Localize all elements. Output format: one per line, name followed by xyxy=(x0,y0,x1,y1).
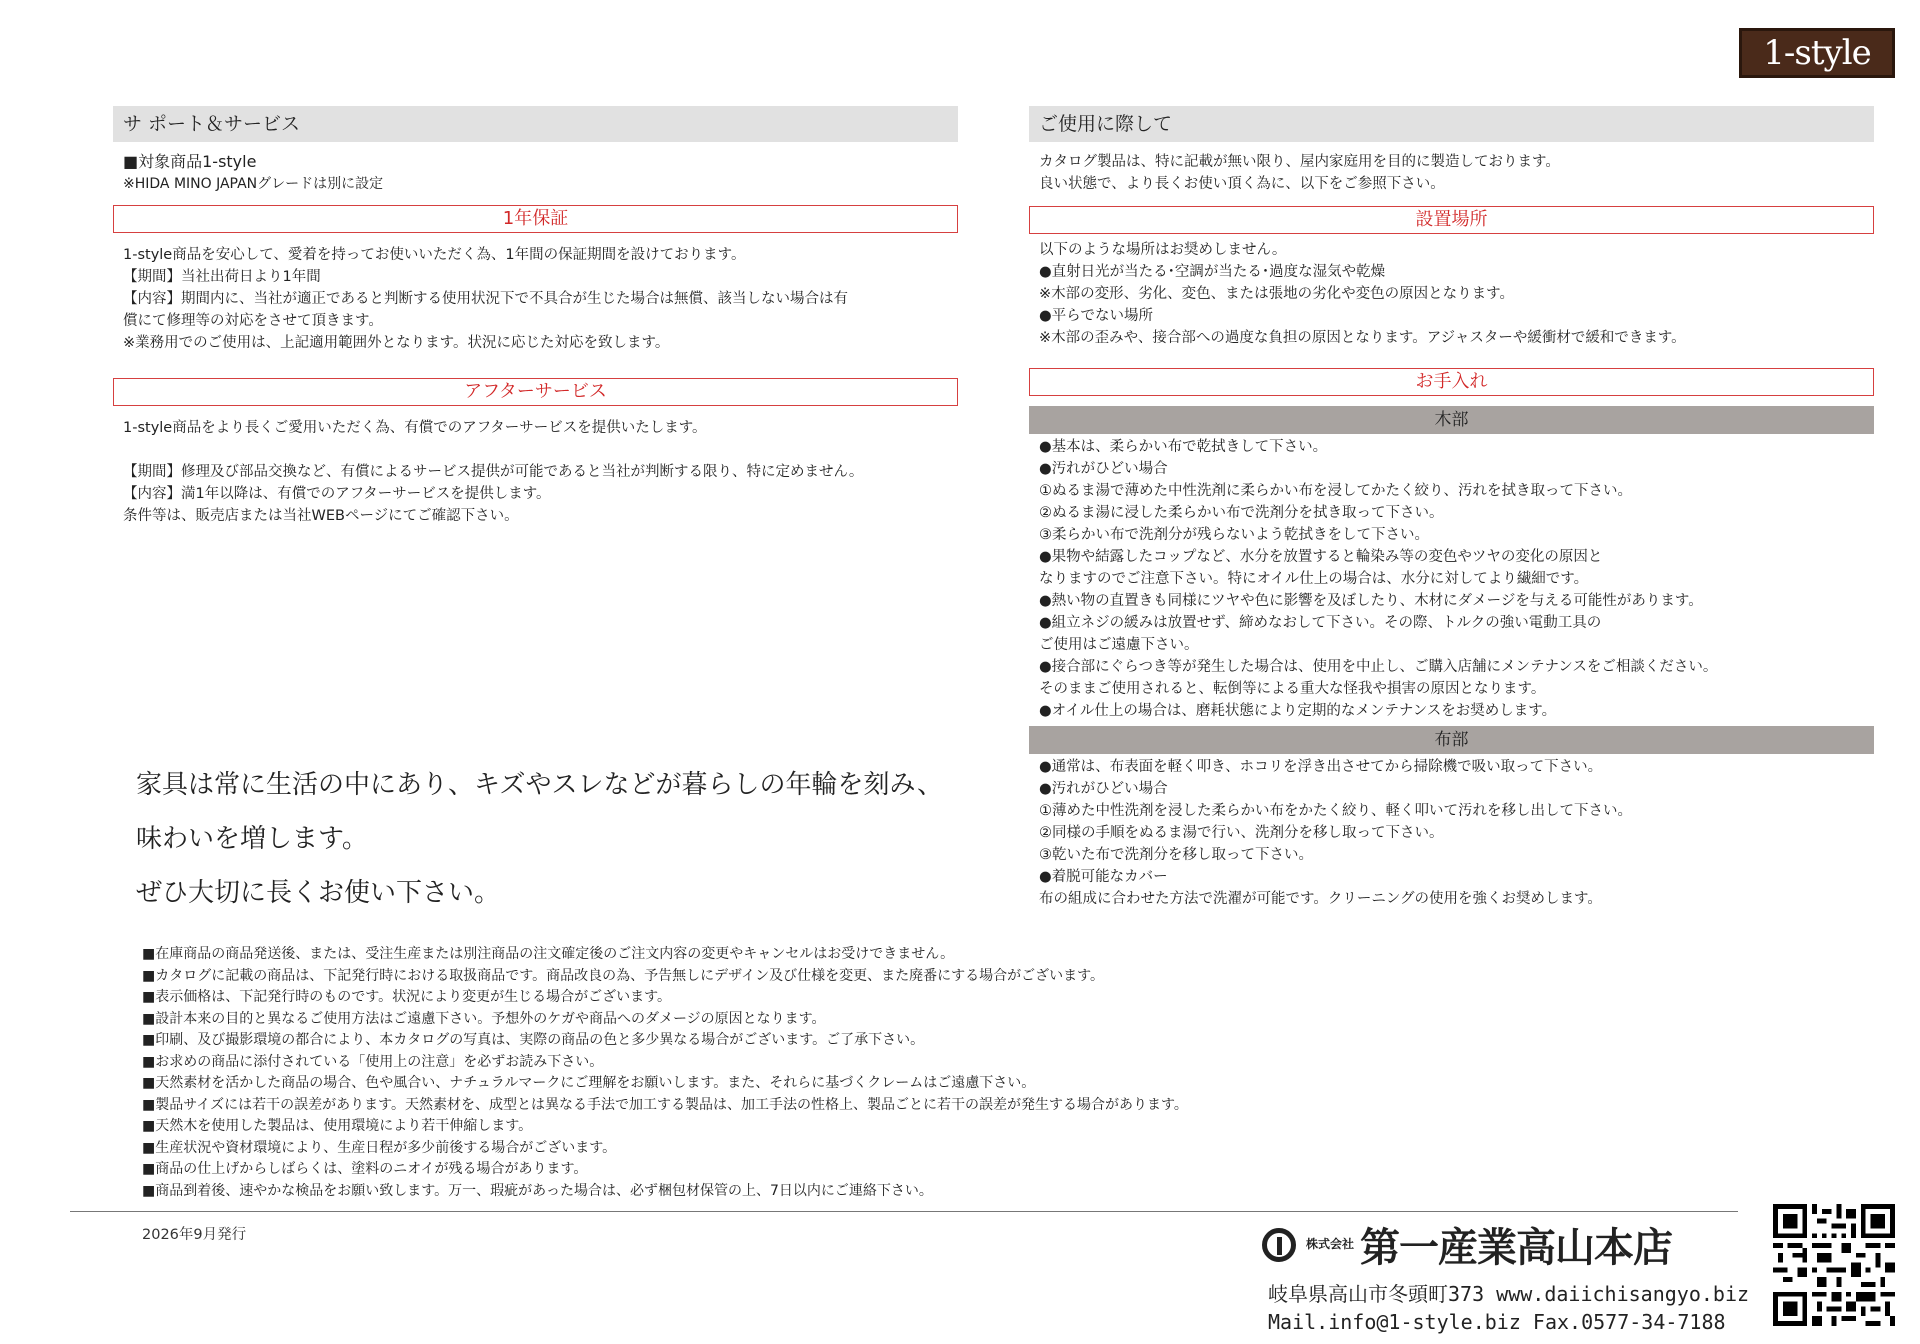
left-column xyxy=(113,106,958,527)
company-address: 岐阜県高山市冬頭町373 www.daiichisangyo.biz xyxy=(1268,1282,1750,1306)
notes-list xyxy=(142,944,1188,1202)
note-item: ■印刷、及び撮影環境の都合により、本カタログの写真は、実際の商品の色と多少異なる場合がございます。ご了承下さい。 xyxy=(142,1032,925,1048)
warranty-line: ※業務用でのご使用は、上記適用範囲外となります。状況に応じた対応を致します。 xyxy=(123,335,670,351)
slogan-line: 家具は常に生活の中にあり、キズやスレなどが暮らしの年輪を刻み、 xyxy=(136,770,944,800)
note-item: ■商品の仕上げからしばらくは、塗料のニオイが残る場合があります。 xyxy=(142,1161,588,1177)
after-line: 条件等は、販売店または当社WEBページにてご確認下さい。 xyxy=(123,508,519,524)
location-line: ※木部の歪みや、接合部への過度な負担の原因となります。アジャスターや緩衝材で緩和できます。 xyxy=(1039,330,1686,346)
wood-line: そのままご使用されると、転倒等による重大な怪我や損害の原因となります。 xyxy=(1039,681,1546,697)
issue-date: 2026年9月発行 xyxy=(142,1227,247,1243)
warranty-line: 1-style商品を安心して、愛着を持ってお使いいただく為、1年間の保証期間を設けております。 xyxy=(123,247,746,263)
care-title: お手入れ xyxy=(1029,368,1874,396)
warranty-line: 償にて修理等の対応をさせて頂きます。 xyxy=(123,313,383,329)
location-line: ※木部の変形、劣化、変色、または張地の劣化や変色の原因となります。 xyxy=(1039,286,1514,302)
fabric-line: ②同様の手順をぬるま湯で行い、洗剤分を移し取って下さい。 xyxy=(1039,825,1444,841)
warranty-line: 【内容】期間内に、当社が適正であると判断する使用状況下で不具合が生じた場合は無償、該当しない場合は有 xyxy=(123,291,848,307)
slogan-line: 味わいを増します。 xyxy=(136,824,368,854)
usage-title: ご使用に際して xyxy=(1029,106,1874,142)
warranty-title: 1年保証 xyxy=(113,205,958,233)
slogan xyxy=(136,758,943,920)
note-item: ■天然素材を活かした商品の場合、色や風合い、ナチュラルマークにご理解をお願いします。また、それらに基づくクレームはご遠慮下さい。 xyxy=(142,1075,1036,1091)
warranty-body xyxy=(113,244,958,354)
care-fabric-body xyxy=(1029,756,1874,910)
after-line: 1-style商品をより長くご愛用いただく為、有償でのアフターサービスを提供いたします。 xyxy=(123,420,707,436)
wood-line: ②ぬるま湯に浸した柔らかい布で洗剤分を拭き取って下さい。 xyxy=(1039,505,1444,521)
brand-logo-text: 1-style xyxy=(1763,33,1871,73)
after-line: 【内容】満1年以降は、有償でのアフターサービスを提供します。 xyxy=(123,486,551,502)
note-item: ■在庫商品の商品発送後、または、受注生産または別注商品の注文確定後のご注文内容の変更やキャンセルはお受けできません。 xyxy=(142,946,955,962)
note-item: ■製品サイズには若干の誤差があります。天然素材を、成型とは異なる手法で加工する製品は、加工手法の性格上、製品ごとに若干の誤差が発生する場合があります。 xyxy=(142,1096,1188,1113)
footer-divider xyxy=(70,1211,1738,1212)
fabric-line: ●汚れがひどい場合 xyxy=(1039,781,1168,797)
wood-line: ●組立ネジの緩みは放置せず、締めなおして下さい。その際、トルクの強い電動工具の xyxy=(1039,615,1602,631)
wood-line: ご使用はご遠慮下さい。 xyxy=(1039,637,1199,653)
support-title: サ ポート＆サービス xyxy=(113,106,958,142)
location-line: 以下のような場所はお奨めしません。 xyxy=(1039,242,1287,258)
note-item: ■生産状況や資材環境により、生産日程が多少前後する場合がございます。 xyxy=(142,1139,617,1156)
wood-line: ●接合部にぐらつき等が発生した場合は、使用を中止し、ご購入店舗にメンテナンスをご相談ください。 xyxy=(1039,659,1718,675)
location-title: 設置場所 xyxy=(1029,206,1874,234)
after-line xyxy=(123,439,958,461)
wood-line: ●基本は、柔らかい布で乾拭きして下さい。 xyxy=(1039,439,1328,455)
note-item: ■カタログに記載の商品は、下記発行時における取扱商品です。商品改良の為、予告無しにデザイン及び仕様を変更、また廃番にする場合がございます。 xyxy=(142,967,1105,984)
location-line: ●平らでない場所 xyxy=(1039,308,1154,324)
brand-logo xyxy=(1739,28,1895,78)
note-item: ■設計本来の目的と異なるご使用方法はご遠慮下さい。予想外のケガや商品へのダメージの原因となります。 xyxy=(142,1010,826,1027)
company-mail-fax: Mail.info@1-style.biz Fax.0577-34-7188 xyxy=(1268,1310,1726,1334)
company-mark-icon xyxy=(1262,1228,1296,1262)
after-service-body xyxy=(113,417,958,527)
after-line: 【期間】修理及び部品交換など、有償によるサービス提供が可能であると当社が判断する限り、特に定めません。 xyxy=(123,464,864,480)
support-body xyxy=(113,151,958,195)
support-line: ※HIDA MINO JAPANグレードは別に設定 xyxy=(123,176,384,192)
wood-line: なりますのでご注意下さい。特にオイル仕上の場合は、水分に対してより繊細です。 xyxy=(1039,571,1589,587)
usage-line: カタログ製品は、特に記載が無い限り、屋内家庭用を目的に製造しております。 xyxy=(1039,154,1560,170)
location-line: ●直射日光が当たる･空調が当たる･過度な湿気や乾燥 xyxy=(1039,264,1386,280)
note-item: ■商品到着後、速やかな検品をお願い致します。万一、瑕疵があった場合は、必ず梱包材保管の上、7日以内にご連絡下さい。 xyxy=(142,1182,933,1199)
usage-body xyxy=(1029,151,1874,195)
wood-line: ③柔らかい布で洗剤分が残らないよう乾拭きをして下さい。 xyxy=(1039,527,1429,543)
fabric-line: ①薄めた中性洗剤を浸した柔らかい布をかたく絞り、軽く叩いて汚れを移し出して下さい。 xyxy=(1039,803,1632,819)
slogan-line: ぜひ大切に長くお使い下さい。 xyxy=(136,878,501,908)
note-item: ■表示価格は、下記発行時のものです。状況により変更が生じる場合がございます。 xyxy=(142,989,671,1005)
right-column xyxy=(1029,106,1874,910)
wood-line: ●熱い物の直置きも同様にツヤや色に影響を及ぼしたり、木材にダメージを与える可能性があります。 xyxy=(1039,593,1703,609)
location-body xyxy=(1029,239,1874,349)
note-item: ■天然木を使用した製品は、使用環境により若干伸縮します。 xyxy=(142,1118,533,1134)
qr-code-icon xyxy=(1773,1204,1895,1326)
after-service-title: アフターサービス xyxy=(113,378,958,406)
fabric-line: ③乾いた布で洗剤分を移し取って下さい。 xyxy=(1039,847,1313,863)
note-item: ■お求めの商品に添付されている「使用上の注意」を必ずお読み下さい。 xyxy=(142,1053,604,1070)
wood-line: ●オイル仕上の場合は、磨耗状態により定期的なメンテナンスをお奨めします。 xyxy=(1039,703,1557,719)
care-wood-body xyxy=(1029,436,1874,722)
company-name: 第一産業高山本店 xyxy=(1360,1225,1673,1271)
fabric-line: ●着脱可能なカバー xyxy=(1039,869,1168,885)
care-fabric-title: 布部 xyxy=(1029,726,1874,754)
company-logo xyxy=(1262,1216,1672,1273)
care-wood-title: 木部 xyxy=(1029,406,1874,434)
fabric-line: 布の組成に合わせた方法で洗濯が可能です。クリーニングの使用を強くお奨めします。 xyxy=(1039,891,1602,907)
wood-line: ●果物や結露したコップなど、水分を放置すると輪染み等の変色やツヤの変化の原因と xyxy=(1039,549,1603,565)
warranty-line: 【期間】当社出荷日より1年間 xyxy=(123,269,321,285)
fabric-line: ●通常は、布表面を軽く叩き、ホコリを浮き出させてから掃除機で吸い取って下さい。 xyxy=(1039,759,1603,775)
company-kabu: 株式会社 xyxy=(1306,1237,1355,1251)
company-contact xyxy=(1268,1280,1749,1336)
usage-line: 良い状態で、より長くお使い頂く為に、以下をご参照下さい。 xyxy=(1039,176,1445,192)
support-line: ■対象商品1-style xyxy=(123,152,257,171)
wood-line: ①ぬるま湯で薄めた中性洗剤に柔らかい布を浸してかたく絞り、汚れを拭き取って下さい。 xyxy=(1039,483,1632,499)
wood-line: ●汚れがひどい場合 xyxy=(1039,461,1168,477)
